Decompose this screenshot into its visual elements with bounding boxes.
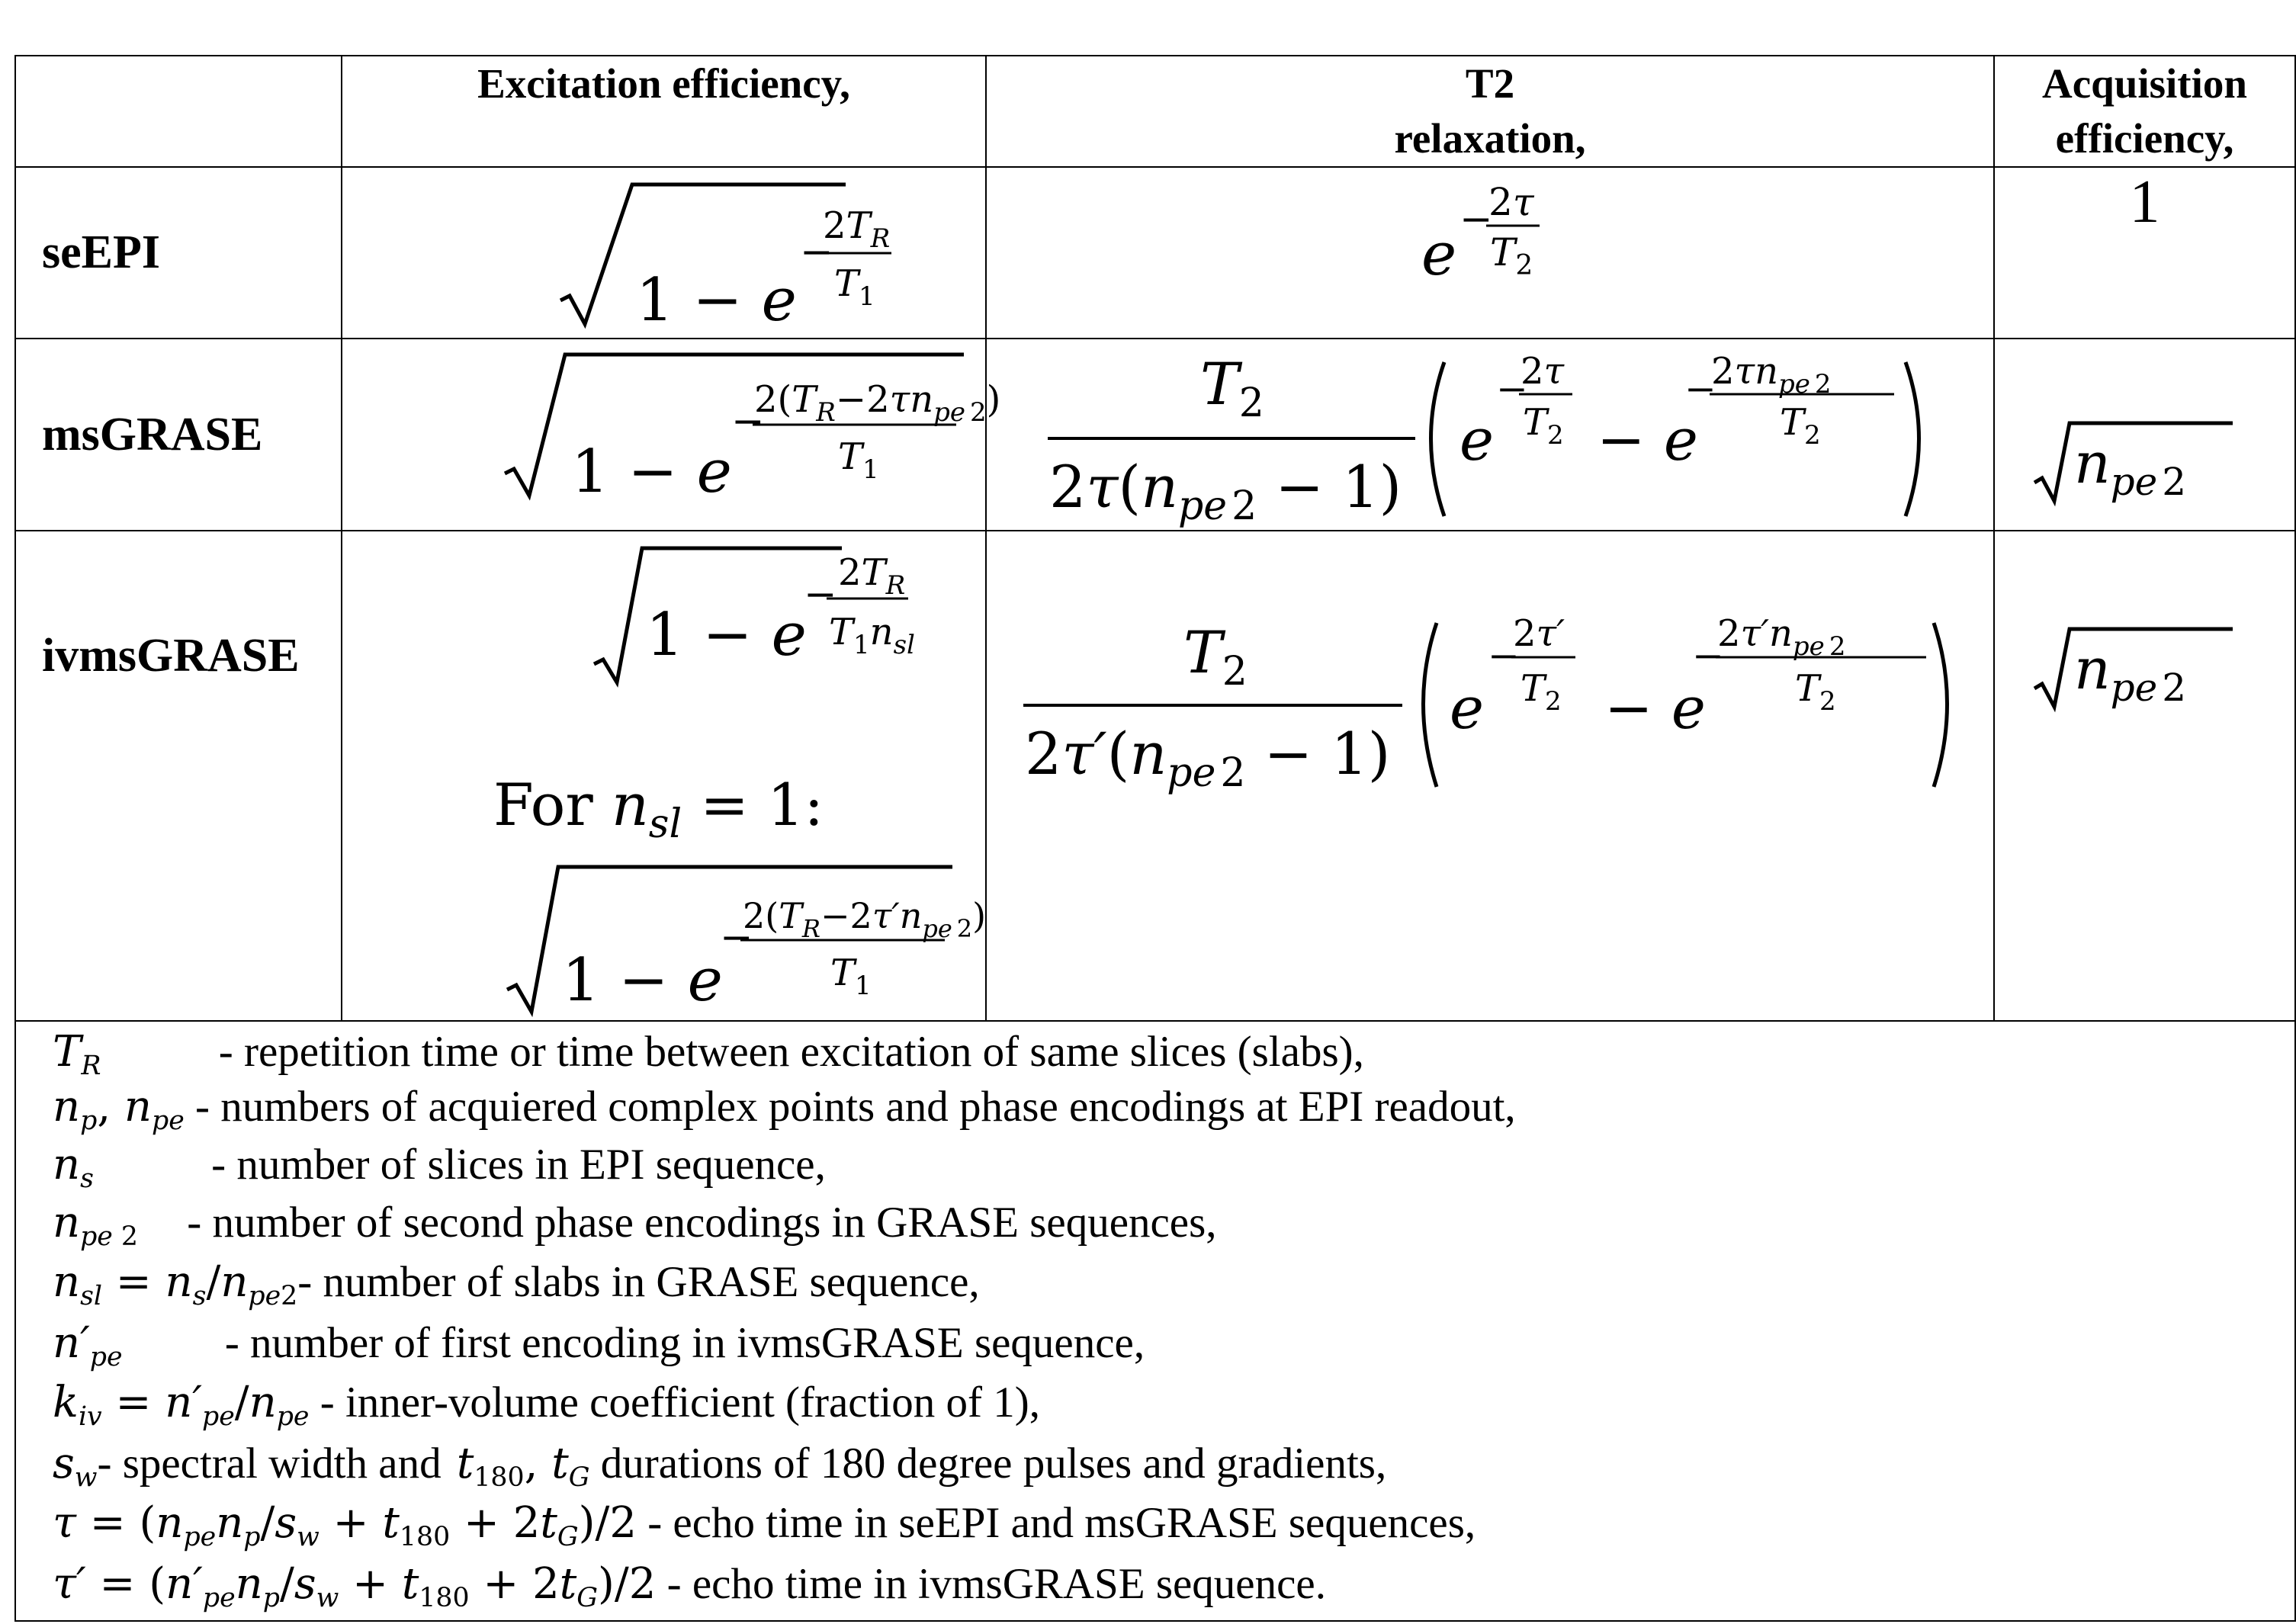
legend-item bbox=[53, 1317, 1145, 1383]
svg-text:npe2: $n_{pe}$ 2 bbox=[2074, 431, 2187, 504]
row-label-msgrase: msGRASE bbox=[42, 408, 263, 461]
formula-t2-seepi bbox=[987, 168, 1995, 334]
svg-text:−: − bbox=[731, 399, 765, 445]
legend-symbol: $n_{sl} = n_s/n_{pe2}$ bbox=[53, 1257, 298, 1312]
formula-cell-t2-ivmsgrase bbox=[986, 531, 1994, 1021]
acq-cell-ivmsgrase bbox=[1994, 531, 2295, 1021]
row-label-cell bbox=[15, 339, 342, 531]
formula-cell-t2-seepi bbox=[986, 167, 1994, 339]
svg-text:T2: $T_2$ bbox=[1780, 401, 1821, 451]
svg-text:2(TR−2τ′npe2): $2(T_R-2\tau'n_{pe}$ 2) bbox=[743, 895, 987, 943]
header-acquisition-efficiency bbox=[1994, 56, 2295, 167]
formula-acq-ivmsgrase bbox=[1995, 531, 2296, 1016]
svg-text:T2: $T_2$ bbox=[1523, 401, 1564, 451]
svg-text:T2: $T_2$ bbox=[1183, 618, 1248, 695]
svg-text:T1: $T_1$ bbox=[830, 952, 872, 1001]
formula-acq-msgrase bbox=[1995, 339, 2296, 526]
formula-cell-excitation-msgrase bbox=[342, 339, 1001, 531]
svg-text:1 − e: 1 − e bbox=[571, 438, 732, 506]
legend-symbol: $n_{pe 2}$ bbox=[53, 1198, 138, 1253]
svg-text:npe2: $n_{pe}$ 2 bbox=[2074, 637, 2187, 710]
svg-text:1 − e: 1 − e bbox=[636, 266, 797, 335]
row-label-cell bbox=[15, 531, 342, 1021]
legend-item bbox=[53, 1497, 1476, 1563]
legend-symbol: $t_{180}$, $t_G$ bbox=[456, 1439, 590, 1494]
svg-text:T2: $T_2$ bbox=[1795, 667, 1836, 717]
svg-text:1 − e: 1 − e bbox=[646, 601, 807, 669]
svg-text:−: − bbox=[800, 229, 833, 275]
legend-description: - numbers of acquiered complex points and phase encodings at EPI readout, bbox=[195, 1083, 1516, 1131]
hidden-note: For n_sl = 1: bbox=[342, 531, 347, 532]
svg-text:−: − bbox=[1684, 367, 1716, 411]
svg-text:−: − bbox=[720, 915, 753, 961]
svg-text:e: e bbox=[1459, 406, 1494, 473]
legend-item bbox=[53, 1139, 826, 1205]
legend-description: - repetition time or time between excitation of same slices (slabs), bbox=[218, 1028, 1364, 1076]
svg-text:2(TR−2τnpe2): $2(T_R-2\tau n_{pe}$ 2) bbox=[754, 378, 1001, 428]
formula-cell-excitation-ivmsgrase bbox=[342, 531, 986, 1021]
row-label-cell bbox=[15, 167, 342, 339]
svg-text:2τ: 2τ bbox=[1520, 350, 1565, 393]
legend-description: - number of first encoding in ivmsGRASE sequence, bbox=[224, 1319, 1145, 1367]
svg-text:2τ(npe2 − 1): $2\tau(n_{pe}$ 2 − 1) bbox=[1049, 453, 1402, 529]
legend-description: - echo time in seEPI and msGRASE sequences, bbox=[647, 1499, 1476, 1547]
svg-text:T1nsl: $T_1n_{sl}$ bbox=[829, 611, 915, 660]
formula-cell-excitation-seepi bbox=[342, 167, 986, 339]
formula-t2-ivmsgrase bbox=[987, 531, 1995, 1016]
row-seepi bbox=[15, 167, 2295, 339]
legend-cell bbox=[15, 1021, 2295, 1621]
svg-text:2τ′npe2: $2\tau'n_{pe}$ 2 bbox=[1717, 612, 1846, 662]
header-excitation-text: Excitation efficiency, bbox=[477, 60, 850, 107]
svg-text:1 − e: 1 − e bbox=[562, 946, 723, 1015]
legend-item bbox=[53, 1438, 1386, 1504]
legend-description: - echo time in ivmsGRASE sequence. bbox=[666, 1560, 1326, 1608]
acq-cell-msgrase bbox=[1994, 339, 2295, 531]
legend-item bbox=[53, 1197, 1217, 1263]
svg-text:T2: $T_2$ bbox=[1490, 230, 1533, 281]
legend-symbol: $\tau' = (n'_{pe}n_p/s_w + t_{180} + 2t_G)/2$ bbox=[53, 1559, 657, 1614]
header-t2-relaxation bbox=[986, 56, 1994, 167]
acq-cell-seepi bbox=[1994, 167, 2295, 339]
header-t2-line1: T2 bbox=[1465, 60, 1515, 107]
svg-text:−: − bbox=[804, 572, 837, 618]
header-excitation-efficiency bbox=[342, 56, 986, 167]
legend-item bbox=[53, 1081, 1516, 1147]
svg-text:e: e bbox=[1421, 220, 1457, 289]
legend-description: - inner-volume coefficient (fraction of 1), bbox=[320, 1378, 1040, 1427]
legend-item bbox=[53, 1257, 980, 1322]
legend-symbol: $\tau = (n_{pe}n_p/s_w + t_{180} + 2t_G)/2$ bbox=[53, 1498, 637, 1553]
svg-text:T1: $T_1$ bbox=[834, 262, 875, 312]
svg-text:− e: − e bbox=[1597, 406, 1698, 473]
formula-excitation-msgrase bbox=[342, 339, 1001, 526]
legend-row bbox=[15, 1021, 2295, 1621]
header-acq-line1: Acquisition bbox=[2042, 60, 2247, 107]
svg-text:2τnpe2: $2\tau n_{pe}$ 2 bbox=[1711, 350, 1832, 400]
legend-symbol: $T_R$ bbox=[53, 1027, 101, 1082]
header-row bbox=[15, 56, 2295, 167]
row-ivmsgrase bbox=[15, 531, 2295, 1021]
legend-description: - spectral width and bbox=[97, 1439, 442, 1488]
legend-symbol: $n_s$ bbox=[53, 1140, 94, 1195]
header-blank-cell bbox=[15, 56, 342, 167]
formula-t2-msgrase bbox=[987, 339, 1995, 529]
formula-excitation-ivmsgrase bbox=[342, 531, 987, 1016]
svg-text:−: − bbox=[1692, 634, 1724, 678]
row-msgrase bbox=[15, 339, 2295, 531]
legend-description: durations of 180 degree pulses and gradients, bbox=[600, 1439, 1387, 1488]
svg-text:2TR: $2T_R$ bbox=[823, 204, 891, 254]
legend-symbol: $n_p$, $n_{pe}$ bbox=[53, 1082, 185, 1137]
formula-cell-t2-msgrase bbox=[986, 339, 1994, 531]
svg-text:2TR: $2T_R$ bbox=[838, 551, 906, 601]
svg-text:2τ′: 2τ′ bbox=[1513, 612, 1565, 655]
legend-item bbox=[53, 1377, 1040, 1443]
header-t2-line2: relaxation, bbox=[1394, 115, 1586, 162]
svg-text:−: − bbox=[1459, 197, 1493, 242]
svg-text:e: e bbox=[1450, 674, 1484, 742]
legend-symbol: $n'_{pe}$ bbox=[53, 1318, 123, 1373]
row-label-ivmsgrase: ivmsGRASE bbox=[42, 630, 300, 682]
svg-text:2τ′(npe2 − 1): $2\tau'(n_{pe}$ 2 − 1) bbox=[1025, 720, 1391, 796]
svg-text:−: − bbox=[1496, 367, 1528, 411]
parameters-table bbox=[14, 55, 2296, 1622]
svg-text:−: − bbox=[1488, 634, 1520, 678]
svg-text:T2: $T_2$ bbox=[1520, 667, 1562, 717]
legend-description: - number of slabs in GRASE sequence, bbox=[297, 1258, 980, 1306]
acq-value-seepi: 1 bbox=[2129, 168, 2160, 236]
legend-description: - number of second phase encodings in GRASE sequences, bbox=[187, 1199, 1217, 1247]
legend-symbol: $s_w$ bbox=[53, 1439, 98, 1494]
svg-text:T1: $T_1$ bbox=[838, 435, 879, 485]
svg-text:2τ: 2τ bbox=[1488, 180, 1534, 224]
svg-text:T2: $T_2$ bbox=[1200, 350, 1264, 426]
header-acq-line2: efficiency, bbox=[2055, 115, 2234, 162]
row-label-seepi: seEPI bbox=[42, 226, 160, 278]
legend-item bbox=[53, 1558, 1326, 1624]
legend-description: - number of slices in EPI sequence, bbox=[211, 1141, 826, 1189]
svg-text:− e: − e bbox=[1604, 674, 1706, 742]
legend-symbol: $k_{iv} = n'_{pe}/n_{pe}$ bbox=[53, 1378, 310, 1433]
svg-text:For nsl = 1:: For $n_{sl} = 1$: bbox=[493, 771, 824, 847]
formula-excitation-seepi bbox=[342, 168, 987, 334]
